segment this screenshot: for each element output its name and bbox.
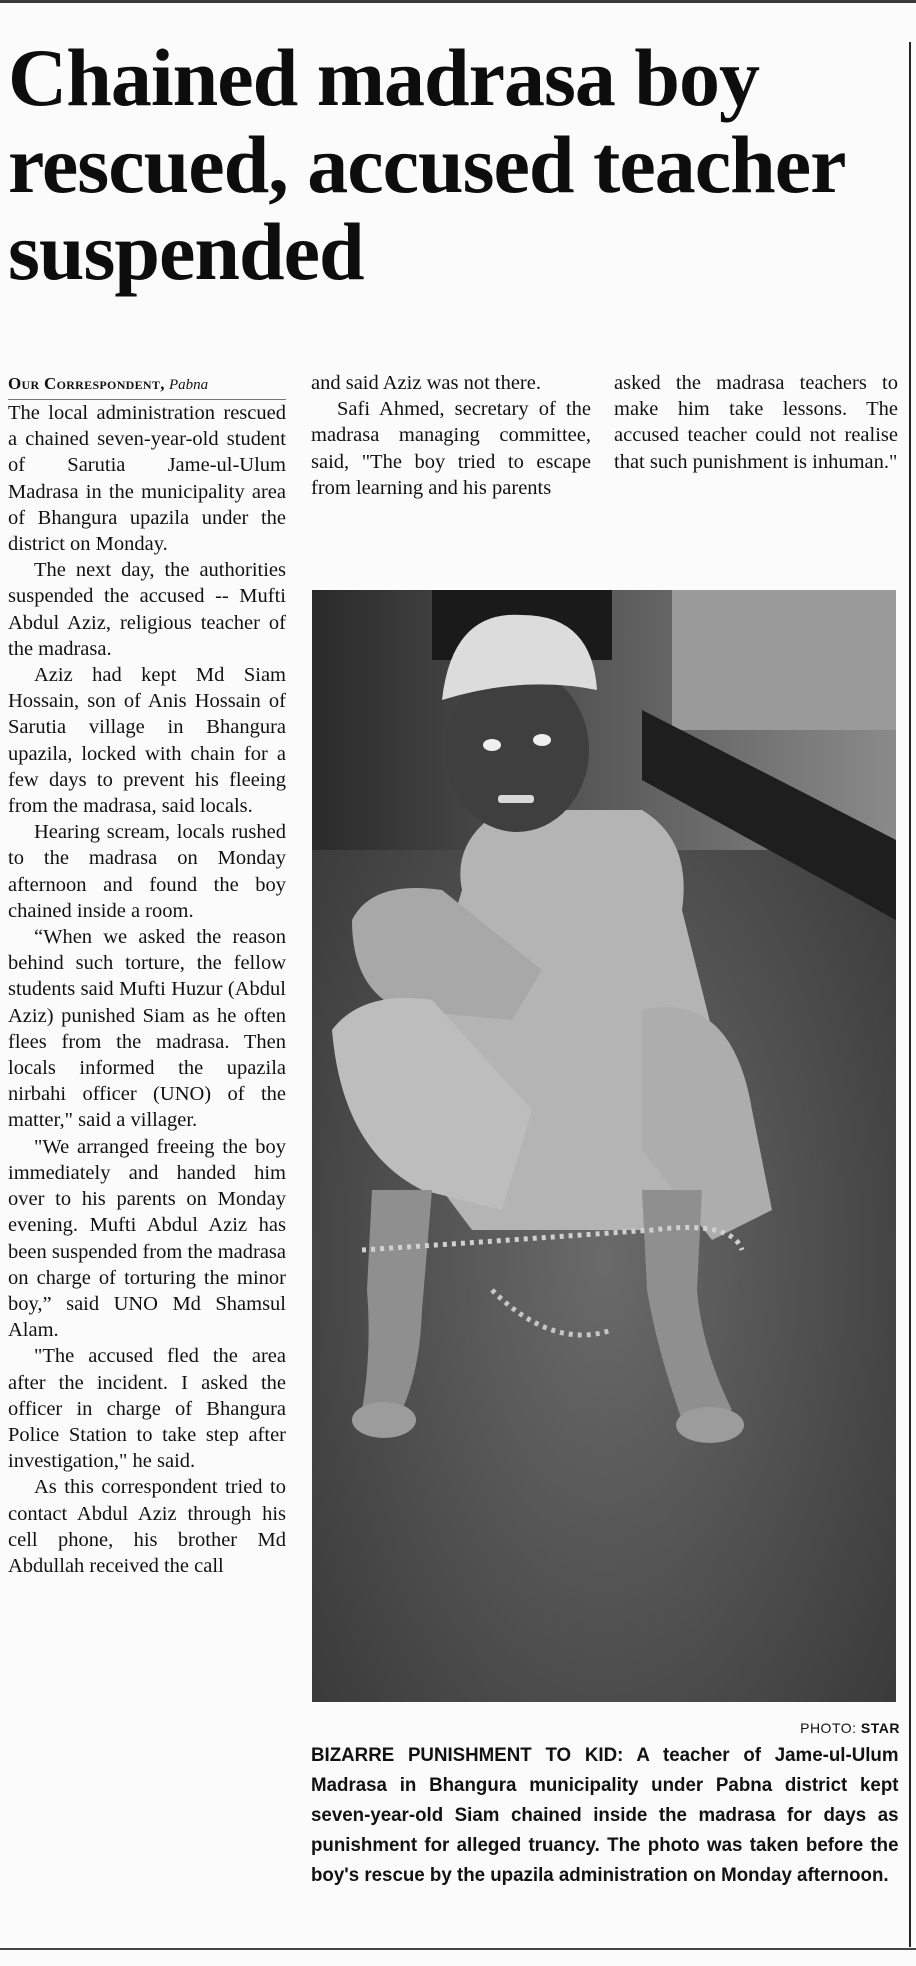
photo-caption: BIZARRE PUNISHMENT TO KID: A teacher of Jame-ul-Ulum Madrasa in Bhangura municipality under Pabna district kept seven-year-old Siam chained inside the madrasa for days as punishment for alleged truancy. The photo was taken before the boy's rescue by the upazila administration on Monday afternoon. [311,1744,899,1886]
article-column-3 [614,370,898,475]
paragraph: The local administration rescued a chained seven-year-old student of Sarutia Jame-ul-Ulum Madrasa in the municipality area of Bhangura upazila under the district on Monday. [8,402,286,556]
article-column-2 [311,370,591,501]
byline-place: Pabna [169,377,209,393]
paragraph: The next day, the authorities suspended the accused -- Mufti Abdul Aziz, religious teacher of the madrasa. [8,559,286,660]
news-photo [312,590,896,1702]
paragraph-continued: asked the madrasa teachers to make him take lessons. The accused teacher could not realise that such punishment is inhuman." [614,372,898,473]
paragraph: As this correspondent tried to contact Abdul Aziz through his cell phone, his brother Md Abdullah received the call [8,1476,286,1577]
bottom-rule [0,1948,916,1950]
headline: Chained madrasa boy rescued, accused teacher suspended [8,32,845,297]
photo-credit [760,1720,900,1736]
paragraph: "The accused fled the area after the incident. I asked the officer in charge of Bhangura Police Station to take step after investigation," he said. [8,1345,286,1473]
photo-illustration [312,590,896,1702]
article-column-1 [8,372,286,1579]
paragraph: “When we asked the reason behind such torture, the fellow students said Mufti Huzur (Abdul Aziz) punished Siam as he often flees from the madrasa. Then locals informed the upazila nirbahi officer (UNO) of the matter," said a villager. [8,926,286,1132]
column-rule-right [909,42,911,1947]
paragraph: Safi Ahmed, secretary of the madrasa managing committee, said, "The boy tried to escape from learning and his parents [311,398,591,499]
paragraph: "We arranged freeing the boy immediately and handed him over to his parents on Monday evening. Mufti Abdul Aziz has been suspended from the madrasa on charge of torturing the minor boy,” said UNO Md Shamsul Alam. [8,1135,286,1342]
byline [8,372,286,400]
paragraph-continued: and said Aziz was not there. [311,372,541,394]
top-rule [0,0,916,3]
paragraph: Aziz had kept Md Siam Hossain, son of Anis Hossain of Sarutia village in Bhangura upazila, locked with chain for a few days to prevent his fleeing from the madrasa, said locals. [8,664,286,818]
byline-correspondent: Our Correspondent, [8,374,165,393]
paragraph: Hearing scream, locals rushed to the madrasa on Monday afternoon and found the boy chained inside a room. [8,821,286,922]
photo-credit-prefix: PHOTO: [800,1720,857,1736]
photo-credit-source: STAR [860,1720,900,1736]
